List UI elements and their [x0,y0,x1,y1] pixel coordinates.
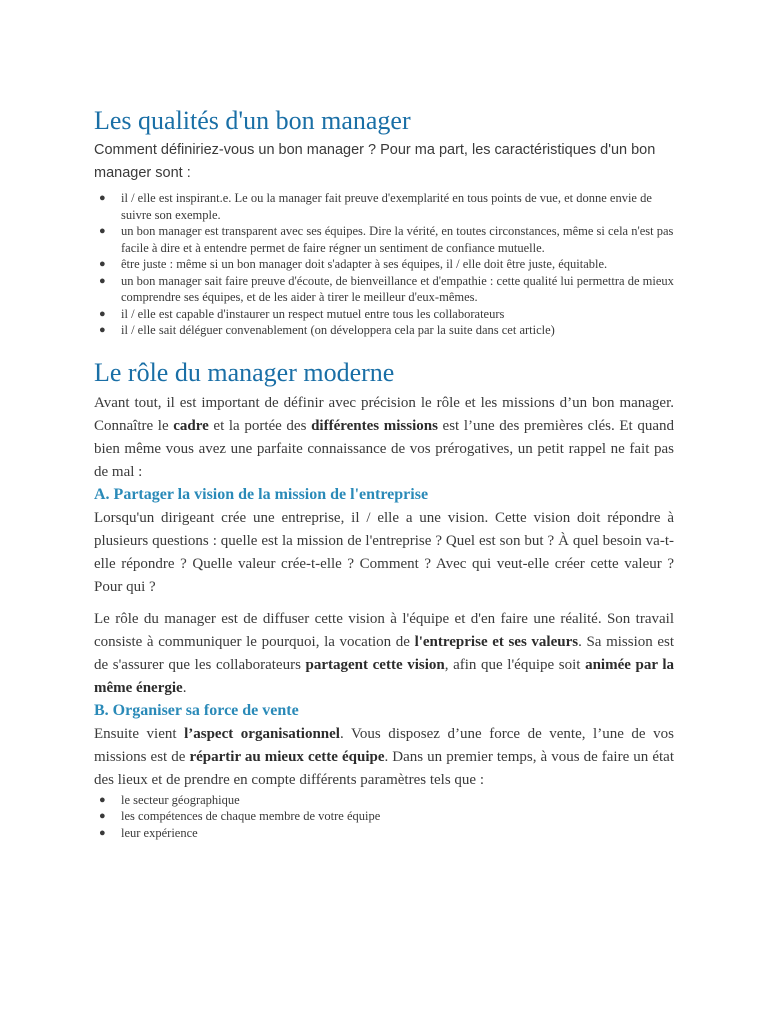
organisation-paragraph: Ensuite vient l’aspect organisationnel. Vous disposez d’une force de vente, l’une de vos missions est de répartir au mieux cette équipe. Dans un premier temps, à vous de faire un état des lieux et de prendre en compte différents paramètres tels que : [94,725,674,788]
bullet-icon: ● [99,826,106,839]
heading-section-a: A. Partager la vision de la mission de l'entreprise [94,485,429,503]
manager-role-paragraph: Le rôle du manager est de diffuser cette vision à l'équipe et d'en faire une réalité. Son travail consiste à communiquer le pourquoi, la vocation de l'entreprise et ses valeurs. Sa mission est de s'assurer que les collaborateurs partagent cette vision, afin que l'équipe soit animée par la même énergie. [94,610,675,696]
bullet-icon: ● [99,324,106,336]
parameters-list [94,792,674,842]
heading-section-b: B. Organiser sa force de vente [94,701,299,719]
bullet-icon: ● [99,810,106,822]
list-item: ● être juste : même si un bon manager doit s'adapter à ses équipes, il / elle doit être juste, équitable. [99,257,608,271]
list-item: ● il / elle est inspirant.e. Le ou la manager fait preuve d'exemplarité en tous points de vue, et donne envie de suivre son exemple. [99,191,652,222]
list-item: ● il / elle est capable d'instaurer un respect mutuel entre tous les collaborateurs [99,306,505,321]
list-item: ● les compétences de chaque membre de votre équipe [99,809,381,823]
heading-role: Le rôle du manager moderne [94,357,395,387]
bullet-icon: ● [99,225,106,237]
list-item: ● le secteur géographique [99,792,240,807]
bullet-icon: ● [99,274,106,287]
list-item: ● leur expérience [99,825,198,840]
list-item: ● un bon manager sait faire preuve d'écoute, de bienveillance et d'empathie : cette qualité lui permettra de mieux comprendre ses équipes, et de les aider à tirer le meilleur d'eux-mêmes. [99,273,674,304]
document-page [94,104,674,841]
bullet-icon: ● [99,307,106,320]
list-item: ● il / elle sait déléguer convenablement (on développera cela par la suite dans cet article) [99,323,555,337]
bullet-icon: ● [99,793,106,806]
bullet-icon: ● [99,258,106,270]
qualities-list [94,190,674,339]
list-item: ● un bon manager est transparent avec ses équipes. Dire la vérité, en toutes circonstances, même si cela n'est pas facile à dire et à entendre permet de faire régner un sentiment de confiance mutuelle. [99,224,674,255]
heading-qualites: Les qualités d'un bon manager [94,106,411,135]
role-paragraph: Avant tout, il est important de définir avec précision le rôle et les missions d’un bon manager. Connaître le cadre et la portée des différentes missions est l’une des premières clés. Et quand bien même vous avez une parfaite connaissance de vos prérogatives, un petit rappel ne fait pas de mal : [94,394,674,480]
vision-paragraph: Lorsqu'un dirigeant crée une entreprise, il / elle a une vision. Cette vision doit répondre à plusieurs questions : quelle est la mission de l'entreprise ? Quel est son but ? À quel besoin va-t-elle répondre ? Quelle valeur crée-t-elle ? Comment ? Avec qui veut-elle créer cette valeur ? Pour qui ? [94,509,674,595]
intro-paragraph: Comment définiriez-vous un bon manager ? Pour ma part, les caractéristiques d'un bon manager sont : [94,142,656,181]
bullet-icon: ● [99,192,106,204]
